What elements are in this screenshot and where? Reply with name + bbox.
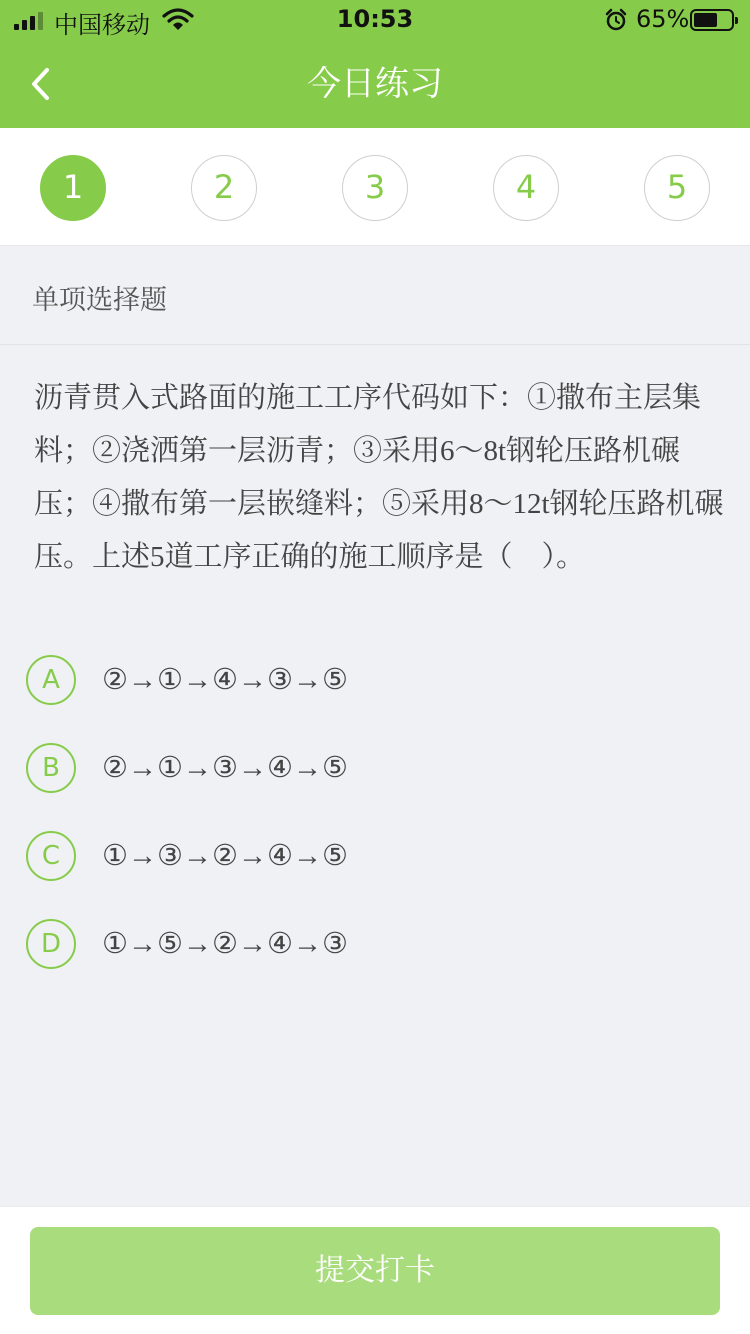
step-1-button[interactable]: 1 [40,155,106,221]
option-letter: D [26,919,76,969]
option-text: ②→①→④→③→⑤ [102,664,348,696]
app-header [0,0,750,128]
nav-bar [0,40,750,128]
answer-options [26,655,726,1007]
question-text: 沥青贯入式路面的施工工序代码如下：①撒布主层集料；②浇洒第一层沥青；③采用6～8t钢轮压路机碾压；④撒布第一层嵌缝料；⑤采用8～12t钢轮压路机碾压。上述5道工序正确的施工顺序是（ ）。 [34,382,724,573]
option-b[interactable] [26,743,726,831]
question-type-row [0,247,750,345]
submit-checkin-button[interactable]: 提交打卡 [30,1227,720,1315]
option-d[interactable] [26,919,726,1007]
option-text: ①→③→②→④→⑤ [102,840,348,872]
step-3-button[interactable]: 3 [342,155,408,221]
option-text: ①→⑤→②→④→③ [102,928,348,960]
battery-fill [694,13,717,27]
page-title: 今日练习 [307,64,443,104]
carrier-name: 中国移动 [54,11,150,39]
status-bar [0,0,750,40]
footer-bar [0,1206,750,1334]
status-time: 10:53 [336,5,414,33]
option-letter: C [26,831,76,881]
step-2-button[interactable]: 2 [191,155,257,221]
battery-percent: 65% [636,5,690,33]
alarm-icon [604,8,628,32]
option-letter: A [26,655,76,705]
option-letter: B [26,743,76,793]
step-5-button[interactable]: 5 [644,155,710,221]
option-text: ②→①→③→④→⑤ [102,752,348,784]
question-step-bar [0,128,750,246]
option-a[interactable] [26,655,726,743]
battery-icon [690,9,734,31]
step-4-button[interactable]: 4 [493,155,559,221]
option-c[interactable] [26,831,726,919]
question-type-label: 单项选择题 [32,285,167,316]
